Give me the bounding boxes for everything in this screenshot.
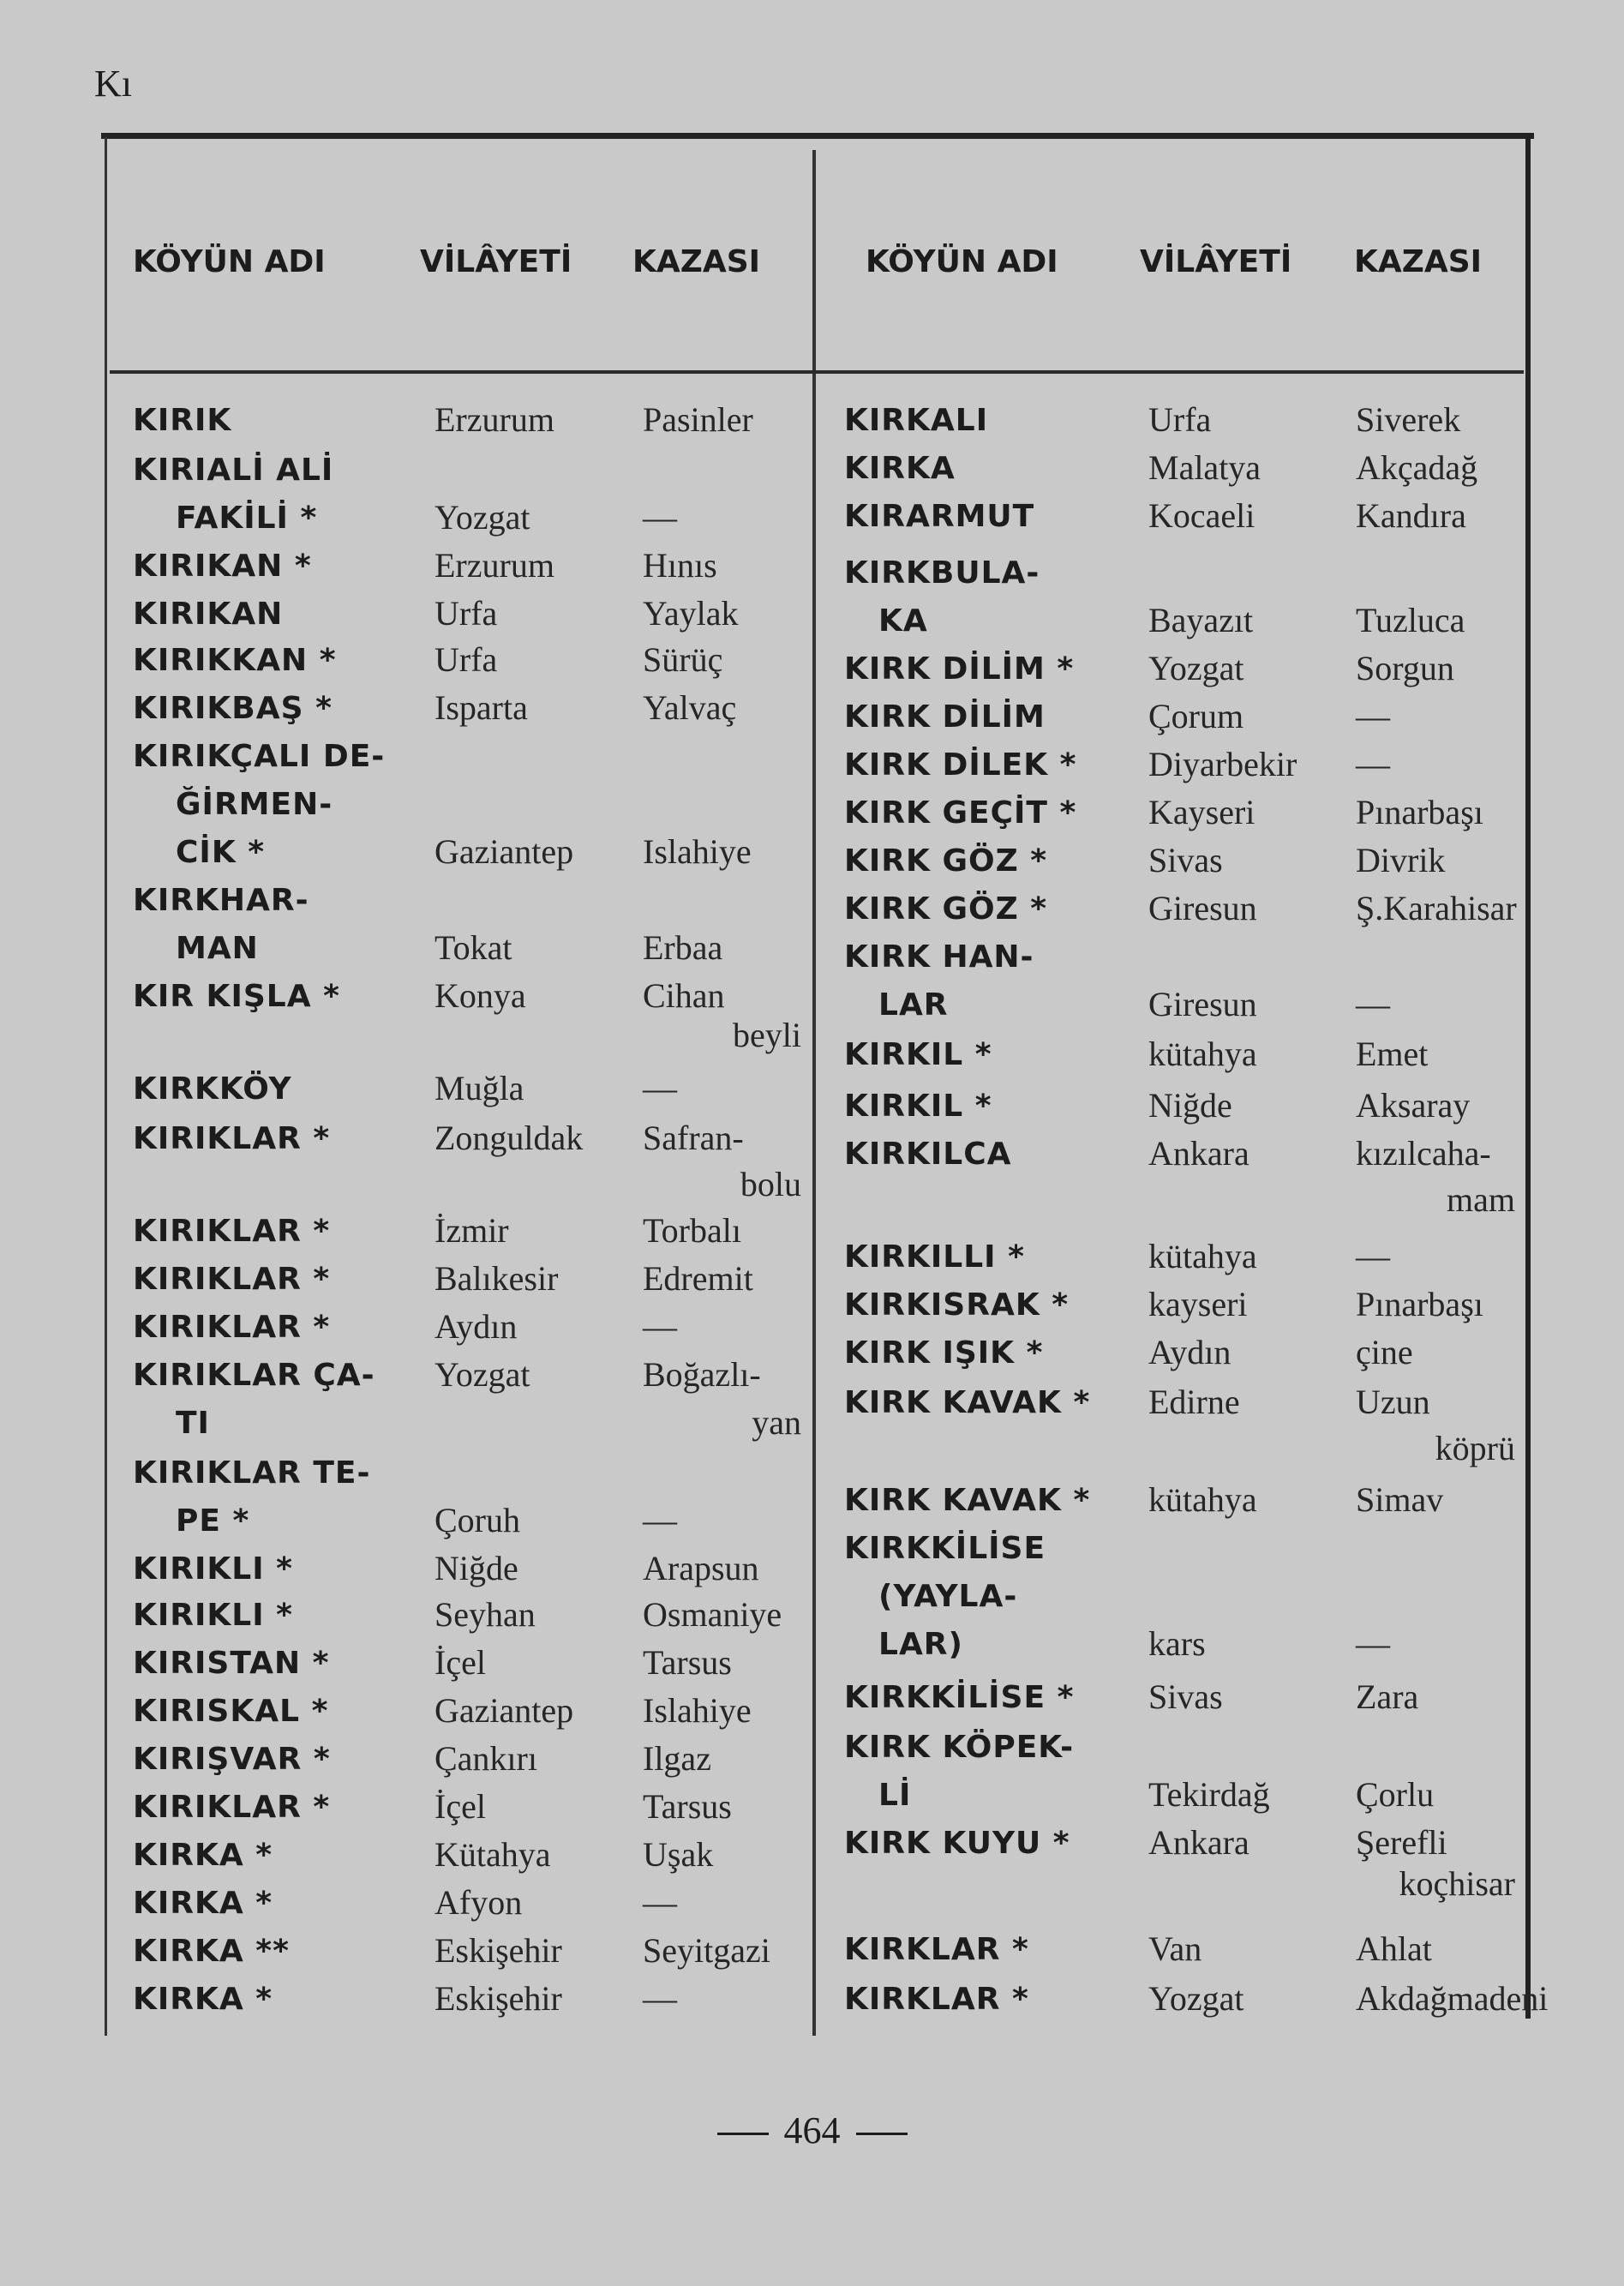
province: Van [1148,1929,1202,1968]
province: Erzurum [434,400,554,439]
province: Yozgat [434,1355,530,1394]
district: Yaylak [643,594,739,633]
province: Diyarbekir [1148,745,1297,783]
district: Ilgaz [643,1739,711,1778]
district-continuation: beyli [733,1016,801,1054]
district: — [1356,745,1390,783]
district: Ahlat [1356,1929,1432,1968]
province: Yozgat [1148,1979,1244,2018]
right-village-list [844,400,1549,2018]
district: çine [1356,1333,1413,1371]
village-name: KIRK GÖZ * [844,843,1048,879]
province: Aydın [1148,1333,1231,1371]
village-name: FAKİLİ * [176,501,318,536]
province: Çorum [1148,697,1244,735]
village-name: KIRKALI [844,403,989,438]
village-name: KIRIKLI * [133,1551,293,1587]
village-name: KIRKA [844,451,956,486]
district: Osmaniye [643,1595,782,1634]
village-name: KIRKHAR- [133,883,309,918]
left-village-list [133,400,810,2018]
village-name: KIRKIL * [844,1089,992,1124]
district-continuation: koçhisar [1399,1864,1515,1903]
province: Seyhan [434,1595,536,1634]
village-name: KIRIKLAR * [133,1262,331,1297]
column-divider [812,150,816,2036]
district: Siverek [1356,400,1461,439]
village-name: KIRKA * [133,1982,273,2017]
province: kütahya [1148,1480,1257,1519]
village-name: KIRK HAN- [844,939,1034,975]
village-name: CİK * [176,835,266,870]
village-name: KIRIKKAN * [133,643,337,678]
village-name: KIRIKLI * [133,1598,293,1633]
district: Arapsun [643,1549,759,1587]
district: Aksaray [1356,1086,1471,1125]
district: Şerefli [1356,1823,1447,1862]
district: Uşak [643,1835,714,1874]
village-name: KIRK GEÇİT * [844,795,1077,831]
village-name: KIRK DİLİM [844,699,1046,735]
province: Malatya [1148,448,1261,487]
village-name: KIRIK [133,403,232,438]
village-name: KIRKILCA [844,1137,1012,1172]
district: Uzun [1356,1383,1430,1421]
village-name: KIRKA * [133,1886,273,1921]
district: Pasinler [643,400,753,439]
village-name: KIRIKLAR * [133,1310,331,1345]
district: Pınarbaşı [1356,793,1483,831]
province: Urfa [434,640,498,679]
district: — [1356,1624,1390,1663]
village-name: KIRIKBAŞ * [133,691,333,726]
district: Akdağmadeni [1356,1979,1549,2018]
village-name: KIRK DİLEK * [844,747,1077,783]
page-footer [0,2109,1624,2152]
province: Zonguldak [434,1119,584,1157]
village-name: KIRK KUYU * [844,1826,1070,1861]
district-continuation: köprü [1435,1429,1515,1467]
village-name: (YAYLA- [878,1579,1018,1614]
header-province-left: VİLÂYETİ [420,244,572,279]
village-name: LAR) [878,1627,963,1662]
province: Giresun [1148,889,1257,927]
district: Boğazlı- [643,1355,761,1394]
province: Yozgat [1148,649,1244,687]
footer-dash-left [717,2133,769,2135]
province: Balıkesir [434,1259,559,1298]
village-name: KIRKIL * [844,1037,992,1072]
district: — [643,498,677,537]
village-name: KIRIKLAR * [133,1214,331,1249]
footer-dash-right [856,2133,908,2135]
village-name: KIRK KÖPEK- [844,1730,1075,1765]
village-name: KIRIKÇALI DE- [133,739,386,774]
district: Yalvaç [643,688,737,727]
province: Afyon [434,1883,523,1922]
province: kütahya [1148,1035,1257,1073]
village-name: KIRISKAL * [133,1694,329,1729]
province: Konya [434,976,526,1015]
village-name: KIRKA * [133,1838,273,1873]
province: Muğla [434,1069,524,1107]
province: Eskişehir [434,1979,562,2018]
village-name: KIRARMUT [844,499,1035,534]
province: Bayazıt [1148,601,1254,639]
village-name: KIRK GÖZ * [844,891,1048,927]
table-left-border [105,137,107,2036]
district: — [1356,1237,1390,1275]
district: — [1356,985,1390,1023]
province: Tekirdağ [1148,1775,1270,1814]
village-name: KIRKA ** [133,1934,290,1969]
district: Tuzluca [1356,601,1465,639]
province: Gaziantep [434,832,574,871]
province: Eskişehir [434,1931,562,1970]
province: İçel [434,1643,486,1682]
province: İzmir [434,1211,509,1250]
village-name: KIRKKİLİSE [844,1531,1046,1566]
header-rule [110,370,1524,374]
village-name: KIRIŞVAR * [133,1742,331,1777]
province: Tokat [434,928,512,967]
province: Kocaeli [1148,496,1255,535]
district: kızılcaha- [1356,1134,1491,1173]
header-province-right: VİLÂYETİ [1140,244,1292,279]
province: Urfa [1148,400,1212,439]
village-name: KIRIKLAR TE- [133,1455,371,1491]
district: Edremit [643,1259,753,1298]
province: Edirne [1148,1383,1240,1421]
village-name: KIRIKLAR * [133,1790,331,1825]
district: — [1356,697,1390,735]
province: Aydın [434,1307,518,1346]
province: Isparta [434,688,528,727]
province: Çoruh [434,1501,520,1539]
village-name: KIRK DİLİM * [844,651,1075,687]
village-name: KIRK KAVAK * [844,1483,1091,1518]
district: Zara [1356,1677,1419,1716]
village-name: Lİ [878,1778,912,1813]
district: Emet [1356,1035,1429,1073]
district: Pınarbaşı [1356,1285,1483,1323]
village-name: KIRKKİLİSE * [844,1680,1075,1715]
district: Islahiye [643,832,752,871]
village-name: KIRKBULA- [844,555,1040,591]
village-name: KIRISTAN * [133,1646,330,1681]
district: Erbaa [643,928,723,967]
district: Divrik [1356,841,1446,879]
district: Tarsus [643,1787,732,1826]
province: Giresun [1148,985,1257,1023]
village-name: KIRK KAVAK * [844,1385,1091,1420]
village-name: KIR KIŞLA * [133,979,340,1014]
province: Kayseri [1148,793,1255,831]
village-name: KIRIKAN [133,597,284,632]
district-continuation: mam [1447,1180,1515,1219]
district: Seyitgazi [643,1931,770,1970]
district: Ş.Karahisar [1356,889,1517,927]
village-name: KA [878,603,928,639]
district-continuation: yan [752,1403,801,1442]
province: Yozgat [434,498,530,537]
header-village-name-left: KÖYÜN ADI [133,244,326,279]
village-name: MAN [176,931,259,966]
district: — [643,1883,677,1922]
province: Ankara [1148,1823,1249,1862]
district: Safran- [643,1119,744,1157]
district: Torbalı [643,1211,741,1250]
village-name: PE * [176,1503,250,1539]
district: Çorlu [1356,1775,1435,1814]
district: Cihan [643,976,725,1015]
table-right-border [1525,133,1531,2019]
district: Tarsus [643,1643,732,1682]
province: kayseri [1148,1285,1248,1323]
village-name: KIRIKAN * [133,549,312,584]
province: Çankırı [434,1739,537,1778]
village-name: TI [176,1406,210,1441]
province: İçel [434,1787,486,1826]
district: — [643,1307,677,1346]
page-number: 464 [783,2109,841,2151]
province: Niğde [434,1549,518,1587]
district: Hınıs [643,546,717,585]
village-name: KIRKKÖY [133,1071,292,1107]
village-name: KIRK IŞIK * [844,1335,1044,1371]
header-village-name-right: KÖYÜN ADI [866,244,1058,279]
village-name: ĞİRMEN- [176,787,333,822]
province: Gaziantep [434,1691,574,1730]
district: Simav [1356,1480,1444,1519]
section-marker: Kı [94,63,132,105]
province: Erzurum [434,546,554,585]
district: Islahiye [643,1691,752,1730]
province: Kütahya [434,1835,551,1874]
district-continuation: bolu [740,1165,801,1203]
district: Akçadağ [1356,448,1478,487]
village-name: KIRIKLAR * [133,1121,331,1156]
header-district-left: KAZASI [632,244,761,279]
table-top-border [101,133,1534,139]
district: Sorgun [1356,649,1454,687]
district: — [643,1979,677,2018]
village-name: KIRKLAR * [844,1932,1029,1967]
province: Sivas [1148,1677,1223,1716]
village-name: LAR [878,987,949,1023]
province: Niğde [1148,1086,1232,1125]
district: Kandıra [1356,496,1466,535]
village-name: KIRIALİ ALİ [133,453,334,488]
header-district-right: KAZASI [1354,244,1483,279]
province: kars [1148,1624,1206,1663]
province: Urfa [434,594,498,633]
village-name: KIRKISRAK * [844,1287,1070,1323]
village-name: KIRKILLI * [844,1239,1025,1275]
province: Ankara [1148,1134,1249,1173]
province: kütahya [1148,1237,1257,1275]
province: Sivas [1148,841,1223,879]
district: — [643,1501,677,1539]
village-name: KIRKLAR * [844,1982,1029,2017]
village-name: KIRIKLAR ÇA- [133,1358,375,1393]
district: Sürüç [643,640,723,679]
district: — [643,1069,677,1107]
